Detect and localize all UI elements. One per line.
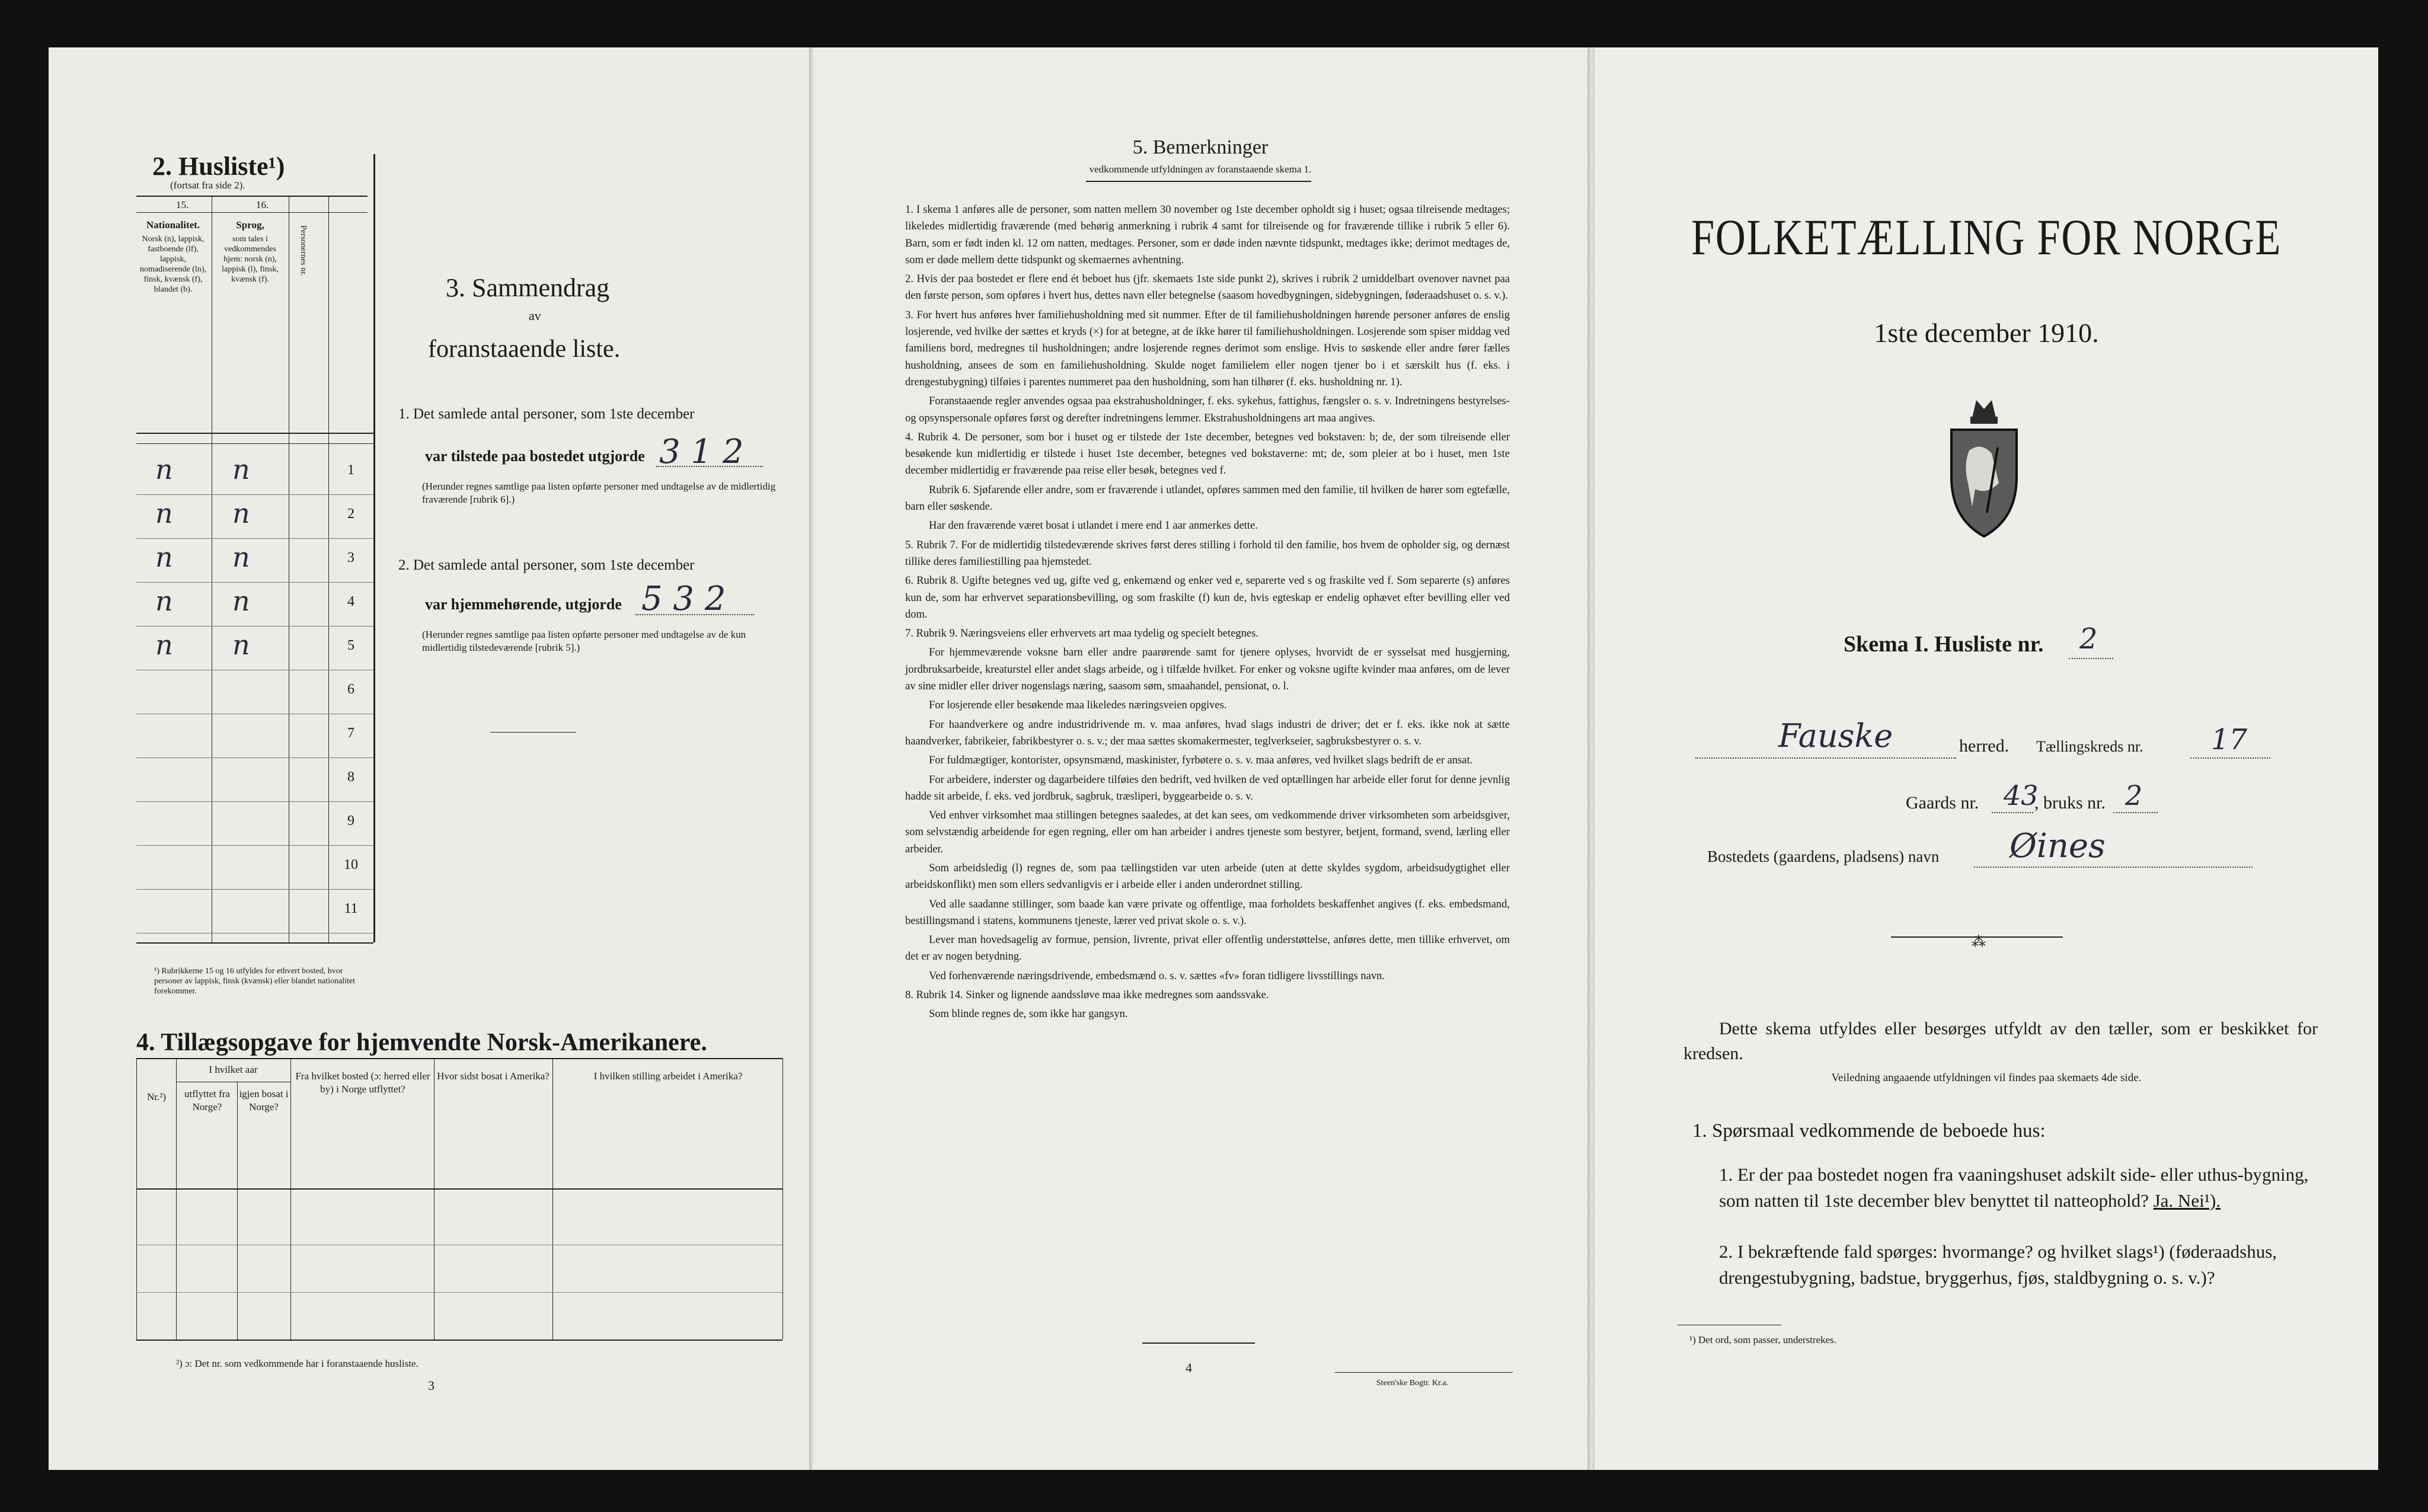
row-number: 1 <box>347 462 354 478</box>
language-value: n <box>232 585 250 617</box>
row-number: 4 <box>347 594 354 609</box>
kreds-value: 17 <box>2211 723 2248 756</box>
census-date: 1ste december 1910. <box>1874 318 2099 348</box>
remark-paragraph: 7. Rubrik 9. Næringsveiens eller erhvervets art maa tydelig og specielt betegnes. <box>905 628 1258 640</box>
sammendrag-item1-note: (Herunder regnes samtlige paa listen opførte personer med undtagelse av de midlertidig fraværende [rubrik 6].) <box>422 481 776 505</box>
col-emigrated: utflyttet fra Norge? <box>184 1088 230 1113</box>
census-title: FOLKETÆLLING FOR NORGE <box>1691 209 2282 266</box>
row-divider <box>136 801 373 802</box>
bosted-value: Øines <box>2010 827 2106 865</box>
remark-paragraph: For fuldmægtiger, kontorister, opsynsmænd, maskinister, fyrbøtere o. s. v. maa anføres, ved hvilket slags bedrift de er ansat. <box>929 755 1473 767</box>
col-nr: Nr.²) <box>146 1091 166 1102</box>
sammendrag-item2-line2: var hjemmehørende, utgjorde <box>425 596 622 613</box>
husliste-number-value: 2 <box>2079 622 2098 656</box>
col15-number: 15. <box>176 199 189 210</box>
bemerkninger-title: 5. Bemerkninger <box>1132 136 1269 158</box>
language-value: n <box>232 541 250 573</box>
herred-value: Fauske <box>1778 717 1893 755</box>
col15-description: Norsk (n), lappisk, fastboende (lf), lappisk, nomadiserende (ln), finsk, kvænsk (f), blandet (b). <box>140 235 206 294</box>
sammendrag-item1-line2: var tilstede paa bostedet utgjorde <box>425 447 645 465</box>
remarks-list <box>905 202 1510 1025</box>
husliste-subtitle: (fortsat fra side 2). <box>170 180 245 191</box>
col16-description: som tales i vedkommendes hjem: norsk (n), lappisk (l), finsk, kvænsk (f). <box>222 235 279 284</box>
row-divider <box>136 582 373 583</box>
page-number-3: 3 <box>428 1378 435 1393</box>
bosted-label: Bostedets (gaardens, pladsens) navn <box>1707 848 1940 865</box>
row-number: 7 <box>347 725 354 741</box>
kreds-label: Tællingskreds nr. <box>2036 738 2143 755</box>
row-number: 11 <box>344 901 358 916</box>
row-divider <box>136 757 373 758</box>
col-where-last: Hvor sidst bosat i Amerika? <box>437 1070 550 1082</box>
question-1 <box>1719 1162 2312 1214</box>
language-value: n <box>232 497 250 529</box>
sammendrag-item2-line1: 2. Det samlede antal personer, som 1ste december <box>398 557 695 573</box>
remark-paragraph: 1. I skema 1 anføres alle de personer, som natten mellem 30 november og 1ste december opholdt sig i huset; ogsaa tilreisende medtages; likeledes midlertidig fraværende (med behørig anmerkning i rubrik 4 samt for tilreisende og for fraværende tillike i rubrik 5 eller 6). Barn, som er født inden kl. 12 om natten, medtages. Personer, som er døde inden nævnte tidspunkt, medtages ikke; derimot medtages de, som er døde mellem dette tidspunkt og skemaernes avhentning. <box>905 204 1510 266</box>
remark-paragraph: Foranstaaende regler anvendes ogsaa paa ekstrahusholdninger, f. eks. sykehus, fattighus, fængsler o. s. v. Indretningens bestyrelses- og opsynspersonale opføres først og derefter indretningens lemmer. Ekstrahusholdningens art maa angives. <box>905 395 1510 424</box>
resident-count-value: 5 3 2 <box>641 580 726 618</box>
row-divider <box>136 933 373 934</box>
remark-paragraph: Som blinde regnes de, som ikke har gangsyn. <box>929 1008 1128 1021</box>
row-divider <box>136 889 373 890</box>
amerikanere-footnote: ²) ɔ: Det nr. som vedkommende har i foranstaaende husliste. <box>176 1358 418 1369</box>
remark-paragraph: Ved enhver virksomhet maa stillingen betegnes saaledes, at det kan sees, om vedkommende driver virksomheten som arbeidsgiver, som selvstændig arbeidende for egen regning, eller om han arbeider i andres tjeneste som bestyrer, betjent, formand, svend, lærling eller arbeider. <box>905 810 1510 855</box>
remark-paragraph: Som arbeidsledig (l) regnes de, som paa tællingstiden var uten arbeide (uten at dette skyldes sygdom, arbeidsudygtighet eller arbeidskonflikt) men som ellers sedvanligvis er i arbeide eller i anden underordnet stilling. <box>905 862 1510 891</box>
row-number: 8 <box>347 769 354 785</box>
col15-heading: Nationalitet. <box>146 219 200 231</box>
remark-paragraph: Har den fraværende været bosat i utlandet i mere end 1 aar anmerkes dette. <box>929 520 1258 532</box>
norsk-amerikanere-title: 4. Tillægsopgave for hjemvendte Norsk-Amerikanere. <box>136 1029 707 1056</box>
col-returned: igjen bosat i Norge? <box>239 1088 289 1113</box>
sammendrag-item2-note: (Herunder regnes samtlige paa listen opførte personer med undtagelse av de kun midlertidig tilstedeværende [rubrik 5].) <box>422 629 746 653</box>
language-value: n <box>232 629 250 661</box>
nationality-value: n <box>155 541 173 573</box>
bruk-label: , bruks nr. <box>2034 793 2106 813</box>
remark-paragraph: 2. Hvis der paa bostedet er flere end ét beboet hus (jfr. skemaets 1ste side punkt 2), skrives i rubrik 2 umiddelbart ovenover navnet paa den første person, som opføres i hvert hus, dettes navn eller betegnelse (saasom hovedbygningen, sidebygningen, føderaadshuset o. s. v.). <box>905 273 1510 302</box>
remark-paragraph: 5. Rubrik 7. For de midlertidig tilstedeværende skrives først deres stilling i forhold til den familie, hos hvem de opholder sig, og dernæst tillike deres familiestilling paa hjemstedet. <box>905 539 1510 568</box>
col-year-group: I hvilket aar <box>209 1064 258 1075</box>
row-divider <box>136 494 373 495</box>
intro-note: Veiledning angaaende utfyldningen vil findes paa skemaets 4de side. <box>1831 1072 2142 1084</box>
row-number: 6 <box>347 682 354 697</box>
remark-paragraph: Lever man hovedsagelig av formue, pension, livrente, privat eller offentlig understøttelse, anføres dette, men tillike erhvervet, om det er av nogen betydning. <box>905 934 1510 963</box>
remark-paragraph: 6. Rubrik 8. Ugifte betegnes ved ug, gifte ved g, enkemænd og enker ved e, separerte ved s og fraskilte ved f. Som separerte (s) anføres kun de, som har erhvervet separationsbevilling, og som fraskilte (f) kun de, hvis egteskap er endelig ophævet efter bevilling eller ved dom. <box>905 575 1510 621</box>
question-1-answer: Ja. Nei¹). <box>2153 1190 2221 1211</box>
sammendrag-subtitle: foranstaaende liste. <box>428 335 621 363</box>
page-4-middle <box>813 47 1587 1470</box>
gaard-label: Gaards nr. <box>1906 793 1979 813</box>
remark-paragraph: For haandverkere og andre industridrivende m. v. maa anføres, hvad slags industri de driver; det er f. eks. ikke nok at sætte haandverker, fabrikeier, fabrikbestyrer o. s. v.; der maa sættes skomakermester, teglverkseier, sagbruksbestyrer o. s. v. <box>905 718 1510 747</box>
sammendrag-av: av <box>529 308 541 323</box>
cover-footnote: ¹) Det ord, som passer, understrekes. <box>1689 1334 1837 1345</box>
row-number: 2 <box>347 506 354 522</box>
nationality-value: n <box>155 585 173 617</box>
page-3-left <box>49 47 813 1470</box>
bemerkninger-subtitle: vedkommende utfyldningen av foranstaaende skema 1. <box>1089 164 1312 175</box>
husliste-title: 2. Husliste¹) <box>152 152 285 181</box>
remark-paragraph: For hjemmeværende voksne barn eller andre paarørende samt for tjenere oplyses, hvorvidt de er sysselsat med husgjerning, jordbruksarbeide, kreaturstel eller andet slags arbeide, og i tilfælde hvilket. For enker og voksne ugifte kvinder maa anføres, om de lever av sine midler eller driver nogenslags næring, saasom søm, smaahandel, pensionat, o. l. <box>905 647 1510 693</box>
remark-paragraph: 4. Rubrik 4. De personer, som bor i huset og er tilstede der 1ste december, betegnes ved bokstaven: b; de, der som tilreisende eller besøkende kun midlertidig er tilstede i huset 1ste december, betegnes ved bokstaverne: mt; de, som pleier at bo i huset, men 1ste december midlertidig er fraværende paa reise eller besøk, betegnes ved f. <box>905 431 1510 477</box>
question-2: 2. I bekræftende fald spørges: hvormange? og hvilket slags¹) (føderaadshus, drengestubygning, badstue, bryggerhus, fjøs, staldbygning o. s. v.)? <box>1719 1241 2277 1288</box>
gaard-value: 43 <box>2004 779 2039 811</box>
nationality-value: n <box>155 453 173 485</box>
remark-paragraph: Ved alle saadanne stillinger, som baade kan være private og offentlige, maa forholdets beskaffenhet angives (f. eks. embedsmand, bestillingsmand i statens, kommunens tjeneste, lærer ved privat skole o. s. v.). <box>905 898 1510 927</box>
nationality-value: n <box>155 497 173 529</box>
bruk-value: 2 <box>2125 779 2143 811</box>
nationality-value: n <box>155 629 173 661</box>
herred-label: herred. <box>1959 736 2010 756</box>
remark-paragraph: For arbeidere, inderster og dagarbeidere tilføies den bedrift, ved hvilken de ved optællingen har arbeide eller forut for denne jevnlig hadde sit arbeide, f. eks. ved jordbruk, sagbruk, træsliperi, byggearbeide o. s. v. <box>905 773 1510 803</box>
questions-heading: 1. Spørsmaal vedkommende de beboede hus: <box>1692 1120 2046 1142</box>
row-number: 3 <box>347 550 354 565</box>
remark-paragraph: For losjerende eller besøkende maa likeledes næringsveien opgives. <box>929 699 1227 712</box>
printer-imprint: Steen'ske Bogtr. Kr.a. <box>1376 1379 1449 1388</box>
remark-paragraph: 3. For hvert hus anføres hver familiehusholdning med sit nummer. Efter de til familiehusholdningen hørende personer anføres de enslig losjerende, ved hvilke der sættes et kryds (×) for at betegne, at de ikke hører til familiehusholdningen. Losjerende som spiser middag ved familiens bord, medregnes til husholdningen; andre losjerende regnes derimot som enslige. Hvis to søskende eller andre fører fælles husholdning, ansees de som en familiehusholdning. Skulde noget familielem eller nogen tjener bo i et særskilt hus (f. eks. i drengestubygning) tilføies i parentes nummeret paa den husholdning, som han tilhører (f. eks. husholdning nr. 1). <box>905 309 1510 388</box>
col-persons-heading: Personernes nr. <box>299 225 308 276</box>
row-divider <box>136 538 373 539</box>
page-number-4: 4 <box>1186 1360 1192 1375</box>
row-divider <box>136 845 373 846</box>
norway-coat-of-arms-icon <box>1945 394 2023 542</box>
row-number: 5 <box>347 638 354 653</box>
col16-heading: Sprog, <box>236 219 264 231</box>
present-count-value: 3 1 2 <box>659 433 744 471</box>
remark-paragraph: Ved forhenværende næringsdrivende, embedsmænd o. s. v. sættes «fv» foran tidligere livsstillings navn. <box>929 970 1385 982</box>
sammendrag-title: 3. Sammendrag <box>446 273 610 302</box>
col16-number: 16. <box>256 199 269 210</box>
row-number: 10 <box>344 857 358 872</box>
col-from-where: Fra hvilket bosted (ɔ: herred eller by) i Norge utflyttet? <box>295 1070 430 1095</box>
question-1-text: 1. Er der paa bostedet nogen fra vaaningshuset adskilt side- eller uthus-bygning, som natten til 1ste december blev benyttet til natteophold? <box>1719 1164 2309 1211</box>
language-value: n <box>232 453 250 485</box>
sammendrag-item1-line1: 1. Det samlede antal personer, som 1ste december <box>398 406 695 422</box>
cover-page <box>1595 47 2378 1470</box>
remark-paragraph: Rubrik 6. Sjøfarende eller andre, som er fraværende i utlandet, opføres sammen med den familie, til hvilken de hører som egtefælle, barn eller søskende. <box>905 484 1510 513</box>
husliste-footnote: ¹) Rubrikkerne 15 og 16 utfyldes for ethvert bosted, hvor personer av lappisk, finsk (kvænsk) eller blandet nationalitet forekommer. <box>154 967 356 996</box>
divider-ornament-icon: ⁂ <box>1972 935 1986 950</box>
schema-label: Skema I. Husliste nr. <box>1844 632 2044 657</box>
row-number: 9 <box>347 813 354 829</box>
col-position: I hvilken stilling arbeidet i Amerika? <box>593 1070 743 1082</box>
intro-text: Dette skema utfyldes eller besørges utfyldt av den tæller, som er beskikket for kredsen. <box>1683 1019 2318 1063</box>
remark-paragraph: 8. Rubrik 14. Sinker og lignende aandssløve maa ikke medregnes som aandssvake. <box>905 989 1269 1002</box>
